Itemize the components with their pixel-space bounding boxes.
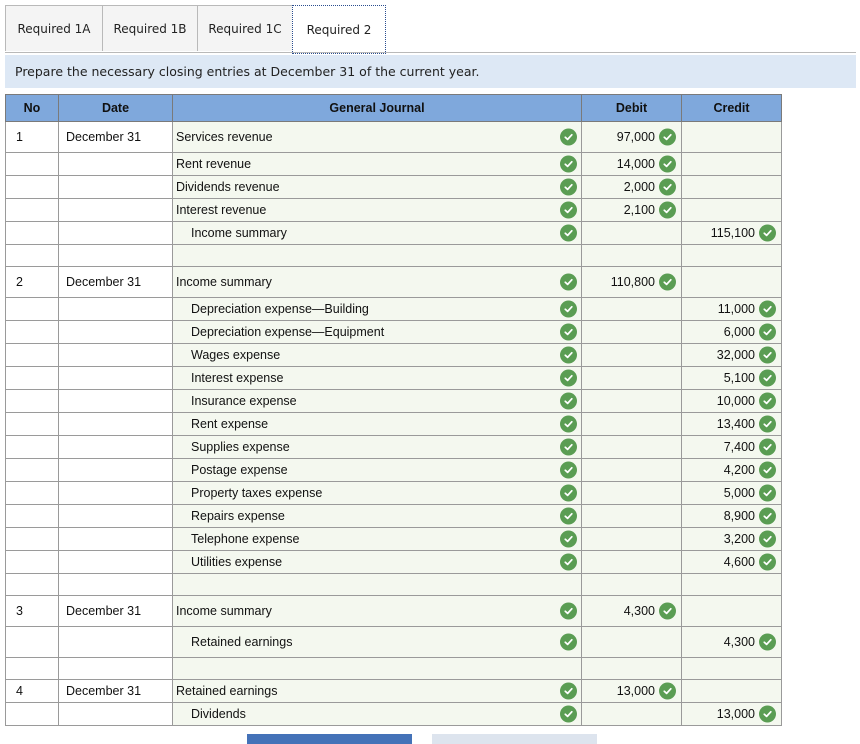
credit-cell[interactable] xyxy=(682,459,782,482)
spacer-cell-journal xyxy=(173,574,582,596)
check-circle-icon xyxy=(560,347,577,364)
entry-date: December 31 xyxy=(59,122,173,153)
tab-required-1c[interactable]: Required 1C xyxy=(197,5,293,51)
credit-cell[interactable] xyxy=(682,436,782,459)
check-circle-icon xyxy=(560,634,577,651)
entry-number xyxy=(6,413,59,436)
account-cell[interactable] xyxy=(173,176,582,199)
check-circle-icon xyxy=(560,324,577,341)
credit-cell[interactable] xyxy=(682,482,782,505)
account-cell[interactable] xyxy=(173,298,582,321)
debit-amount: 110,800 xyxy=(610,275,655,289)
col-header-date: Date xyxy=(59,95,173,122)
journal-row xyxy=(6,390,782,413)
next-button[interactable] xyxy=(432,734,597,744)
journal-row xyxy=(6,596,782,627)
spacer-cell-debit xyxy=(582,245,682,267)
spacer-row xyxy=(6,574,782,596)
check-circle-icon xyxy=(560,416,577,433)
account-name: Supplies expense xyxy=(191,440,290,454)
entry-date xyxy=(59,482,173,505)
entry-date xyxy=(59,459,173,482)
check-circle-icon xyxy=(560,156,577,173)
entry-number xyxy=(6,153,59,176)
account-name: Utilities expense xyxy=(191,555,283,569)
debit-amount: 97,000 xyxy=(616,130,655,144)
spacer-cell-journal xyxy=(173,658,582,680)
credit-cell[interactable] xyxy=(682,413,782,436)
entry-date xyxy=(59,528,173,551)
entry-date xyxy=(59,703,173,726)
tab-divider xyxy=(5,52,856,53)
credit-amount: 115,100 xyxy=(710,226,755,240)
check-circle-icon xyxy=(560,508,577,525)
check-circle-icon xyxy=(759,531,776,548)
check-circle-icon xyxy=(759,225,776,242)
entry-number xyxy=(6,344,59,367)
check-circle-icon xyxy=(560,301,577,318)
credit-cell[interactable] xyxy=(682,344,782,367)
entry-date xyxy=(59,627,173,658)
debit-cell[interactable] xyxy=(582,367,682,390)
check-circle-icon xyxy=(759,634,776,651)
check-circle-icon xyxy=(560,462,577,479)
account-name: Interest revenue xyxy=(176,203,267,217)
account-name: Repairs expense xyxy=(191,509,285,523)
journal-row xyxy=(6,528,782,551)
entry-date xyxy=(59,153,173,176)
account-cell[interactable] xyxy=(173,413,582,436)
entry-date xyxy=(59,298,173,321)
account-name: Retained earnings xyxy=(176,684,278,698)
account-name: Rent revenue xyxy=(176,157,252,171)
check-circle-icon xyxy=(759,485,776,502)
spacer-cell-credit xyxy=(682,245,782,267)
account-cell[interactable] xyxy=(173,703,582,726)
entry-date: December 31 xyxy=(59,680,173,703)
entry-number xyxy=(6,459,59,482)
col-header-no: No xyxy=(6,95,59,122)
debit-amount: 2,100 xyxy=(623,203,655,217)
credit-cell[interactable] xyxy=(682,390,782,413)
credit-amount: 4,300 xyxy=(723,635,755,649)
journal-row xyxy=(6,321,782,344)
col-header-debit: Debit xyxy=(582,95,682,122)
spacer-cell-date xyxy=(59,574,173,596)
debit-cell[interactable] xyxy=(582,528,682,551)
credit-cell[interactable] xyxy=(682,122,782,153)
credit-amount: 13,000 xyxy=(716,707,755,721)
debit-cell[interactable] xyxy=(582,153,682,176)
debit-cell[interactable] xyxy=(582,703,682,726)
check-circle-icon xyxy=(560,554,577,571)
debit-cell[interactable] xyxy=(582,505,682,528)
account-name: Insurance expense xyxy=(191,394,297,408)
check-circle-icon xyxy=(659,603,676,620)
account-name: Dividends xyxy=(191,707,246,721)
journal-row xyxy=(6,551,782,574)
debit-cell[interactable] xyxy=(582,627,682,658)
journal-row xyxy=(6,413,782,436)
journal-row xyxy=(6,267,782,298)
check-circle-icon xyxy=(759,706,776,723)
entry-date xyxy=(59,222,173,245)
entry-date xyxy=(59,413,173,436)
entry-date xyxy=(59,367,173,390)
debit-cell[interactable] xyxy=(582,344,682,367)
debit-amount: 13,000 xyxy=(616,684,655,698)
account-name: Income summary xyxy=(176,275,272,289)
check-circle-icon xyxy=(659,129,676,146)
check-circle-icon xyxy=(560,603,577,620)
entry-date xyxy=(59,505,173,528)
entry-number xyxy=(6,436,59,459)
account-cell[interactable] xyxy=(173,122,582,153)
credit-cell[interactable] xyxy=(682,551,782,574)
account-cell[interactable] xyxy=(173,390,582,413)
general-journal-table xyxy=(5,94,782,726)
entry-date xyxy=(59,390,173,413)
account-name: Retained earnings xyxy=(191,635,293,649)
credit-amount: 10,000 xyxy=(716,394,755,408)
check-circle-icon xyxy=(759,324,776,341)
debit-cell[interactable] xyxy=(582,680,682,703)
entry-number xyxy=(6,505,59,528)
check-circle-icon xyxy=(759,416,776,433)
account-name: Income summary xyxy=(176,604,272,618)
account-name: Property taxes expense xyxy=(191,486,323,500)
spacer-row xyxy=(6,658,782,680)
check-circle-icon xyxy=(560,393,577,410)
journal-row xyxy=(6,153,782,176)
journal-row xyxy=(6,344,782,367)
credit-cell[interactable] xyxy=(682,321,782,344)
credit-cell[interactable] xyxy=(682,199,782,222)
journal-row xyxy=(6,505,782,528)
check-circle-icon xyxy=(759,462,776,479)
entry-number: 3 xyxy=(6,596,59,627)
account-cell[interactable] xyxy=(173,459,582,482)
account-cell[interactable] xyxy=(173,344,582,367)
debit-cell[interactable] xyxy=(582,596,682,627)
credit-amount: 8,900 xyxy=(723,509,755,523)
spacer-cell-date xyxy=(59,658,173,680)
entry-number xyxy=(6,390,59,413)
spacer-cell-debit xyxy=(582,658,682,680)
debit-amount: 2,000 xyxy=(623,180,655,194)
credit-amount: 7,400 xyxy=(723,440,755,454)
check-circle-icon xyxy=(560,202,577,219)
spacer-cell-no xyxy=(6,245,59,267)
account-cell[interactable] xyxy=(173,436,582,459)
account-cell[interactable] xyxy=(173,505,582,528)
credit-cell[interactable] xyxy=(682,703,782,726)
check-circle-icon xyxy=(560,439,577,456)
tab-required-1a[interactable]: Required 1A xyxy=(5,5,103,51)
entry-date xyxy=(59,321,173,344)
journal-row xyxy=(6,199,782,222)
credit-amount: 4,200 xyxy=(723,463,755,477)
tab-required-1b[interactable]: Required 1B xyxy=(102,5,198,51)
account-cell[interactable] xyxy=(173,596,582,627)
credit-amount: 13,400 xyxy=(716,417,755,431)
account-name: Depreciation expense—Equipment xyxy=(191,325,385,339)
spacer-cell-date xyxy=(59,245,173,267)
credit-amount: 5,100 xyxy=(723,371,755,385)
check-circle-icon xyxy=(759,508,776,525)
entry-number xyxy=(6,703,59,726)
debit-amount: 4,300 xyxy=(623,604,655,618)
credit-cell[interactable] xyxy=(682,153,782,176)
check-circle-icon xyxy=(560,531,577,548)
check-circle-icon xyxy=(659,274,676,291)
entry-date xyxy=(59,344,173,367)
account-cell[interactable] xyxy=(173,222,582,245)
entry-number xyxy=(6,199,59,222)
journal-row xyxy=(6,367,782,390)
journal-row xyxy=(6,176,782,199)
instruction-text: Prepare the necessary closing entries at December 31 of the current year. xyxy=(15,64,480,79)
entry-number xyxy=(6,176,59,199)
check-circle-icon xyxy=(759,347,776,364)
check-circle-icon xyxy=(560,225,577,242)
check-circle-icon xyxy=(759,554,776,571)
account-cell[interactable] xyxy=(173,367,582,390)
credit-amount: 6,000 xyxy=(723,325,755,339)
account-name: Income summary xyxy=(191,226,287,240)
spacer-cell-journal xyxy=(173,245,582,267)
check-circle-icon xyxy=(759,439,776,456)
journal-row xyxy=(6,703,782,726)
credit-amount: 5,000 xyxy=(723,486,755,500)
entry-number xyxy=(6,298,59,321)
account-cell[interactable] xyxy=(173,528,582,551)
check-circle-icon xyxy=(759,393,776,410)
instruction-banner xyxy=(5,55,856,88)
entry-number: 4 xyxy=(6,680,59,703)
spacer-cell-no xyxy=(6,574,59,596)
journal-row xyxy=(6,482,782,505)
debit-cell[interactable] xyxy=(582,122,682,153)
debit-cell[interactable] xyxy=(582,267,682,298)
journal-body xyxy=(6,122,782,726)
account-name: Postage expense xyxy=(191,463,288,477)
account-name: Services revenue xyxy=(176,130,273,144)
account-cell[interactable] xyxy=(173,551,582,574)
debit-cell[interactable] xyxy=(582,482,682,505)
journal-row xyxy=(6,459,782,482)
entry-number xyxy=(6,551,59,574)
entry-date: December 31 xyxy=(59,267,173,298)
debit-cell[interactable] xyxy=(582,551,682,574)
journal-row xyxy=(6,122,782,153)
account-name: Rent expense xyxy=(191,417,269,431)
prev-button[interactable] xyxy=(247,734,412,744)
entry-number xyxy=(6,367,59,390)
account-name: Depreciation expense—Building xyxy=(191,302,369,316)
credit-cell[interactable] xyxy=(682,298,782,321)
credit-amount: 4,600 xyxy=(723,555,755,569)
check-circle-icon xyxy=(659,179,676,196)
debit-cell[interactable] xyxy=(582,199,682,222)
spacer-cell-no xyxy=(6,658,59,680)
entry-number xyxy=(6,321,59,344)
debit-cell[interactable] xyxy=(582,459,682,482)
account-cell[interactable] xyxy=(173,482,582,505)
debit-cell[interactable] xyxy=(582,390,682,413)
entry-date xyxy=(59,436,173,459)
account-cell[interactable] xyxy=(173,321,582,344)
account-cell[interactable] xyxy=(173,680,582,703)
credit-amount: 3,200 xyxy=(723,532,755,546)
entry-number: 2 xyxy=(6,267,59,298)
table-header-row xyxy=(6,95,782,122)
debit-cell[interactable] xyxy=(582,321,682,344)
check-circle-icon xyxy=(759,301,776,318)
entry-date xyxy=(59,176,173,199)
account-name: Wages expense xyxy=(191,348,281,362)
credit-cell[interactable] xyxy=(682,176,782,199)
debit-cell[interactable] xyxy=(582,222,682,245)
entry-number: 1 xyxy=(6,122,59,153)
spacer-cell-credit xyxy=(682,574,782,596)
credit-cell[interactable] xyxy=(682,267,782,298)
credit-cell[interactable] xyxy=(682,367,782,390)
entry-date: December 31 xyxy=(59,596,173,627)
check-circle-icon xyxy=(659,202,676,219)
check-circle-icon xyxy=(560,129,577,146)
debit-cell[interactable] xyxy=(582,413,682,436)
col-header-general-journal: General Journal xyxy=(173,95,582,122)
credit-amount: 32,000 xyxy=(716,348,755,362)
account-name: Dividends revenue xyxy=(176,180,280,194)
journal-row xyxy=(6,680,782,703)
credit-cell[interactable] xyxy=(682,627,782,658)
journal-row xyxy=(6,627,782,658)
credit-cell[interactable] xyxy=(682,222,782,245)
check-circle-icon xyxy=(759,370,776,387)
entry-number xyxy=(6,528,59,551)
debit-cell[interactable] xyxy=(582,298,682,321)
check-circle-icon xyxy=(560,683,577,700)
account-name: Telephone expense xyxy=(191,532,300,546)
check-circle-icon xyxy=(560,706,577,723)
check-circle-icon xyxy=(659,156,676,173)
check-circle-icon xyxy=(560,485,577,502)
credit-amount: 11,000 xyxy=(717,302,755,316)
debit-amount: 14,000 xyxy=(616,157,655,171)
check-circle-icon xyxy=(659,683,676,700)
spacer-cell-credit xyxy=(682,658,782,680)
entry-number xyxy=(6,482,59,505)
tab-required-2[interactable]: Required 2 xyxy=(292,5,386,54)
check-circle-icon xyxy=(560,179,577,196)
debit-cell[interactable] xyxy=(582,436,682,459)
account-cell[interactable] xyxy=(173,627,582,658)
account-cell[interactable] xyxy=(173,153,582,176)
entry-date xyxy=(59,551,173,574)
spacer-cell-debit xyxy=(582,574,682,596)
spacer-row xyxy=(6,245,782,267)
account-cell[interactable] xyxy=(173,267,582,298)
entry-date xyxy=(59,199,173,222)
journal-row xyxy=(6,436,782,459)
journal-row xyxy=(6,222,782,245)
check-circle-icon xyxy=(560,274,577,291)
account-cell[interactable] xyxy=(173,199,582,222)
account-name: Interest expense xyxy=(191,371,284,385)
entry-number xyxy=(6,627,59,658)
credit-cell[interactable] xyxy=(682,680,782,703)
debit-cell[interactable] xyxy=(582,176,682,199)
check-circle-icon xyxy=(560,370,577,387)
credit-cell[interactable] xyxy=(682,528,782,551)
journal-row xyxy=(6,298,782,321)
credit-cell[interactable] xyxy=(682,596,782,627)
col-header-credit: Credit xyxy=(682,95,782,122)
entry-number xyxy=(6,222,59,245)
credit-cell[interactable] xyxy=(682,505,782,528)
